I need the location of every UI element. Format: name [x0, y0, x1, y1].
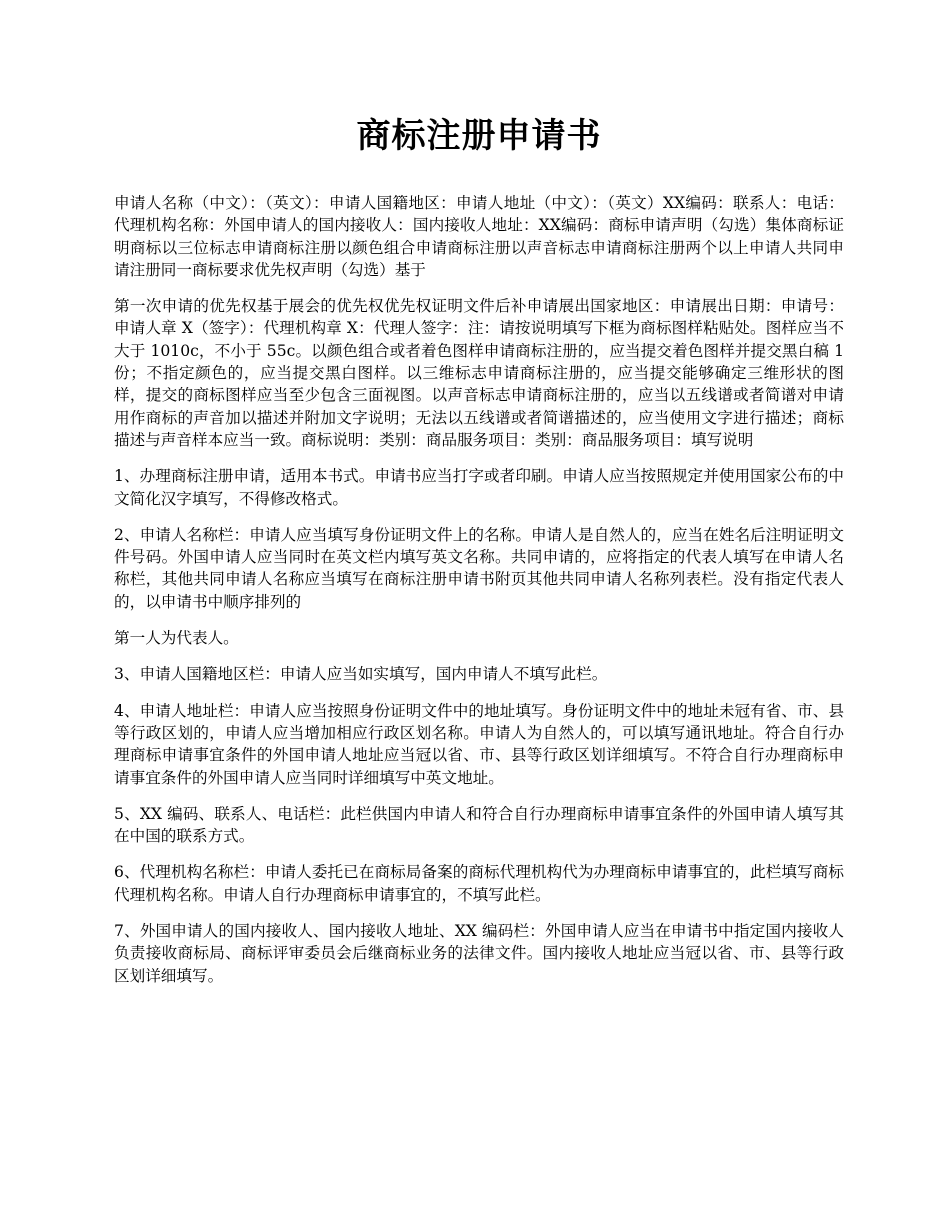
paragraph-instruction-2: 2、申请人名称栏：申请人应当填写身份证明文件上的名称。申请人是自然人的，应当在姓名后注明证明文件号码。外国申请人应当同时在英文栏内填写英文名称。共同申请的，应将指定的代表人填写在申请人名称栏，其他共同申请人名称应当填写在商标注册申请书附页其他共同申请人名称列表栏。没有指定代表人的，以申请书中顺序排列的: [114, 525, 844, 611]
paragraph-instruction-4: 4、申请人地址栏：申请人应当按照身份证明文件中的地址填写。身份证明文件中的地址未冠有省、市、县等行政区划的，申请人应当增加相应行政区划名称。申请人为自然人的，可以填写通讯地址。符合自行办理商标申请事宜条件的外国申请人地址应当冠以省、市、县等行政区划详细填写。不符合自行办理商标申请事宜条件的外国申请人应当同时详细填写中英文地址。: [114, 701, 844, 787]
paragraph-instruction-2-continued: 第一人为代表人。: [114, 629, 239, 648]
paragraph-instruction-5: 5、XX 编码、联系人、电话栏：此栏供国内申请人和符合自行办理商标申请事宜条件的外国申请人填写其在中国的联系方式。: [114, 804, 844, 846]
paragraph-instruction-1: 1、办理商标注册申请，适用本书式。申请书应当打字或者印刷。申请人应当按照规定并使用国家公布的中文简化汉字填写，不得修改格式。: [114, 467, 844, 508]
document-page: [114, 110, 844, 1001]
paragraph-instruction-6: 6、代理机构名称栏：申请人委托已在商标局备案的商标代理机构代为办理商标申请事宜的，此栏填写商标代理机构名称。申请人自行办理商标申请事宜的，不填写此栏。: [114, 863, 844, 904]
paragraph-instruction-7: 7、外国申请人的国内接收人、国内接收人地址、XX 编码栏：外国申请人应当在申请书中指定国内接收人负责接收商标局、商标评审委员会后继商标业务的法律文件。国内接收人地址应当冠以省、市、县等行政区划详细填写。: [114, 922, 844, 985]
paragraph-applicant-fields: 申请人名称（中文）：（英文）：申请人国籍地区：申请人地址（中文）：（英文）XX编码：联系人：电话：代理机构名称：外国申请人的国内接收人：国内接收人地址：XX编码：商标申请声明（勾选）集体商标证明商标以三位标志申请商标注册以颜色组合申请商标注册以声音标志申请商标注册两个以上申请人共同申请注册同一商标要求优先权声明（勾选）基于: [114, 194, 844, 279]
paragraph-instruction-3: 3、申请人国籍地区栏：申请人应当如实填写，国内申请人不填写此栏。: [114, 665, 608, 684]
paragraph-priority-and-notes: 第一次申请的优先权基于展会的优先权优先权证明文件后补申请展出国家地区：申请展出日期：申请号：申请人章 X（签字）：代理机构章 X：代理人签字：注：请按说明填写下框为商标图样粘贴处。图样应当不大于 1010c，不小于 55c。以颜色组合或者着色图样申请商标注册的，应当提交着色图样并提交黑白稿 1 份；不指定颜色的，应当提交黑白图样。以三维标志申请商标注册的，应当提交能够确定三维形状的图样，提交的商标图样应当至少包含三面视图。以声音标志申请商标注册的，应当以五线谱或者简谱对申请用作商标的声音加以描述并附加文字说明；无法以五线谱或者简谱描述的，应当使用文字进行描述；商标描述与声音样本应当一致。商标说明：类别：商品服务项目：类别：商品服务项目：填写说明: [114, 297, 844, 449]
document-title: 商标注册申请书: [356, 116, 602, 156]
